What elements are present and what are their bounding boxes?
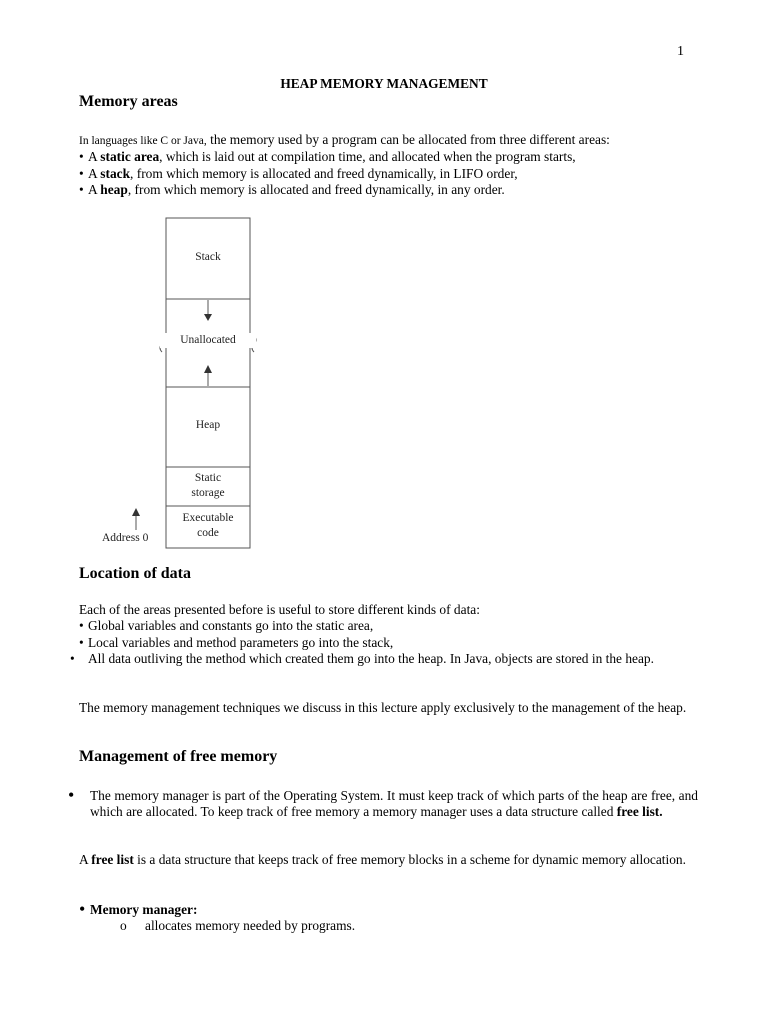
memory-manager-item: • Memory manager: [79,899,198,919]
heading-management-free-memory: Management of free memory [79,748,278,765]
page-number: 1 [677,44,684,59]
heading-memory-areas: Memory areas [79,93,178,110]
memory-layout-diagram [100,214,270,554]
label-executable-code: Executable code [182,512,234,539]
heading-location-of-data: Location of data [79,565,191,582]
bullet-local-vars: • Local variables and method parameters go into the stack, [79,634,394,650]
document-title: HEAP MEMORY MANAGEMENT [280,76,488,91]
memory-areas-intro: In languages like C or Java, the memory used by a program can be allocated from three different areas: [79,132,610,147]
bullet-marker: • [79,899,86,919]
bullet-marker: • [68,785,75,805]
sub-item-allocates: o allocates memory needed by programs. [120,918,356,933]
label-unallocated: Unallocated [160,333,256,348]
free-memory-bullet: • The memory manager is part of the Operating System. It must keep track of which parts of the heap are free, and which are allocated. To keep track of free memory a memory manager uses a data structure called free list. [68,785,698,820]
sub-bullet-marker: o [120,918,127,933]
label-address-zero: Address 0 [102,532,149,544]
label-stack: Stack [195,251,221,263]
label-static-storage: Static storage [191,472,225,499]
address-arrowhead [132,508,140,516]
free-list-definition: A free list is a data structure that keeps track of free memory blocks in a scheme for dynamic memory allocation. [79,852,686,867]
location-intro: Each of the areas presented before is useful to store different kinds of data: [79,602,480,617]
bullet-heap: • A heap, from which memory is allocated and freed dynamically, in any order. [79,181,505,197]
bullet-stack: • A stack, from which memory is allocated and freed dynamically, in LIFO order, [79,165,518,181]
stack-arrowhead [204,314,212,321]
bullet-global-vars: • Global variables and constants go into the static area, [79,618,374,634]
location-of-data-text [70,602,689,667]
memory-layout-svg [100,214,270,554]
bullet-heap-data: • All data outliving the method which created them go into the heap. In Java, objects are stored in the heap. [70,650,654,666]
bullet-static-area: • A static area, which is laid out at compilation time, and allocated when the program starts, [79,149,576,165]
heap-arrowhead [204,365,212,373]
location-closing: The memory management techniques we discuss in this lecture apply exclusively to the management of the heap. [79,700,687,715]
label-heap: Heap [195,419,221,431]
memory-areas-text [79,132,689,198]
